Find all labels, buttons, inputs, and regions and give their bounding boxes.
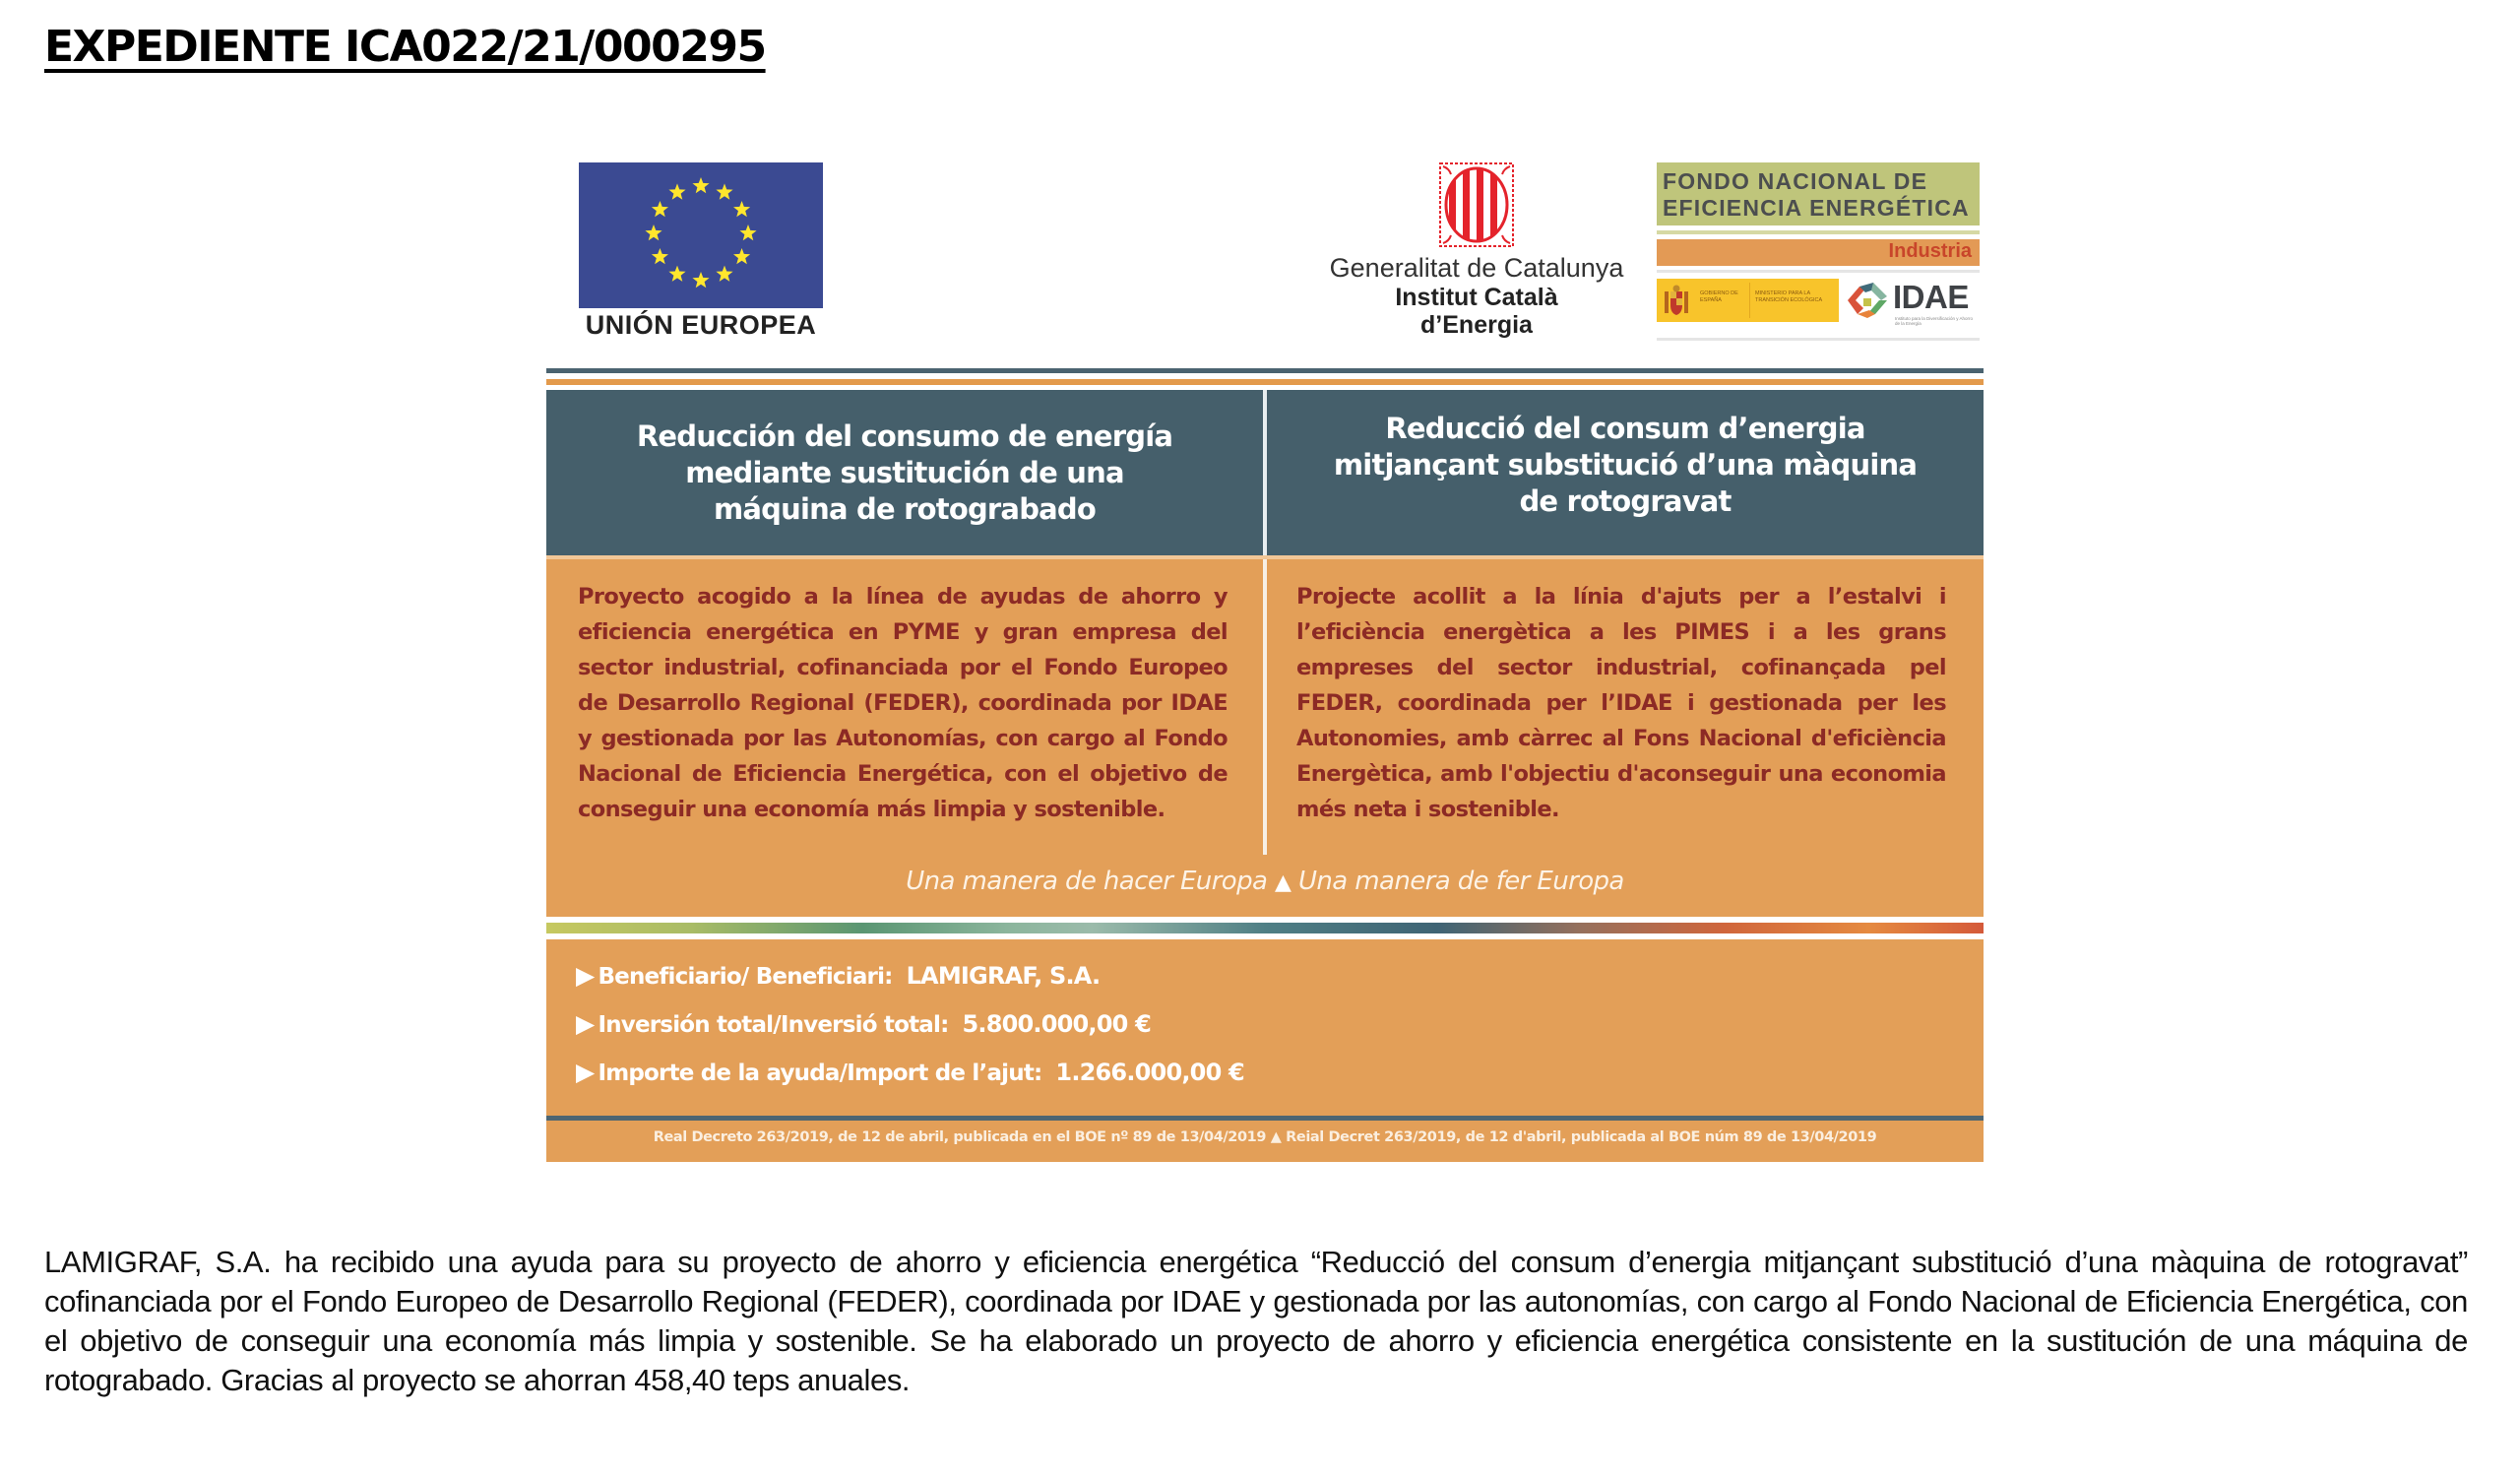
fnee-title-line1: FONDO NACIONAL DE: [1663, 168, 1928, 194]
info-row-beneficiario: [576, 961, 1100, 990]
info-value: 1.266.000,00 €: [1055, 1059, 1244, 1086]
idae-label: IDAE: [1893, 279, 1969, 315]
eu-flag-icon: [579, 162, 823, 308]
triangle-icon: ▲: [1275, 870, 1292, 895]
gobierno-text: GOBIERNO DE ESPAÑA: [1700, 290, 1738, 303]
eu-star-icon: [739, 225, 756, 240]
eu-star-icon: [692, 177, 709, 193]
eu-star-icon: [692, 272, 709, 288]
divider: [1657, 338, 1980, 341]
idae-logo-icon: [1844, 279, 1891, 322]
divider: [1657, 230, 1980, 234]
tagline-es: Una manera de hacer Europa: [906, 867, 1268, 896]
eu-logo: [579, 162, 823, 345]
eu-star-icon: [716, 183, 732, 199]
rainbow-gap: [546, 933, 1984, 939]
eu-star-icon: [668, 266, 685, 282]
play-triangle-icon: ▶: [576, 961, 595, 990]
divider: [1657, 270, 1980, 273]
fnee-title-line2: EFICIENCIA ENERGÉTICA: [1663, 195, 1970, 221]
eu-star-icon: [668, 183, 685, 199]
icaen-name-line2: d’Energia: [1420, 311, 1533, 339]
fnee-title-band: [1657, 162, 1980, 225]
info-row-importe: [576, 1058, 1244, 1086]
eu-label: UNIÓN EUROPEA: [585, 310, 817, 340]
info-value: 5.800.000,00 €: [962, 1010, 1151, 1038]
gencat-name: Generalitat de Catalunya: [1329, 253, 1624, 283]
info-value: LAMIGRAF, S.A.: [906, 962, 1101, 990]
play-triangle-icon: ▶: [576, 1009, 595, 1038]
header-title-ca-text: Reducció del consum d’energia mitjançant substitució d’una màquina de rotogravat: [1333, 411, 1918, 518]
panel-header: [546, 390, 1984, 555]
legal-reference-es: Real Decreto 263/2019, de 12 de abril, publicada en el BOE nº 89 de 13/04/2019: [653, 1129, 1267, 1145]
eu-star-icon: [652, 201, 668, 217]
feder-info-panel: [546, 368, 1984, 1162]
gobierno-espana-logo: [1657, 279, 1839, 322]
eu-star-icon: [733, 201, 750, 217]
info-label: Importe de la ayuda/Import de l’ajut:: [598, 1061, 1042, 1086]
document-title: EXPEDIENTE ICA022/21/000295: [44, 22, 766, 72]
gencat-emblem-icon: [1439, 162, 1514, 247]
legal-reference: [546, 1129, 1984, 1145]
fnee-subtitle: Industria: [1888, 240, 1972, 262]
rainbow-band: [546, 923, 1984, 933]
legal-reference-ca: Reial Decret 263/2019, de 12 d'abril, publicada al BOE núm 89 de 13/04/2019: [1286, 1129, 1877, 1145]
header-title-es-text: Reducción del consumo de energía mediante sustitución de una máquina de rotograbado: [636, 418, 1173, 526]
triangle-icon: ▲: [1270, 1129, 1282, 1145]
eu-star-icon: [733, 248, 750, 264]
header-title-es: [546, 390, 1263, 555]
idae-subtitle: Instituto para la Diversificación y Ahorro de la Energía: [1895, 316, 1974, 326]
header-title-ca: [1267, 382, 1984, 547]
eu-star-icon: [652, 248, 668, 264]
description-es: Proyecto acogido a la línea de ayudas de ahorro y eficiencia energética en PYME y gran empresa del sector industrial, cofinanciada por el Fondo Europeo de Desarrollo Regional (FEDER), coordinada por IDAE y gestionada por las Autonomías, con cargo al Fondo Nacional de Eficiencia Energética, con el objetivo de conseguir una economía más limpia y sostenible.: [578, 584, 1228, 822]
fnee-logo: [1657, 162, 1982, 345]
summary-paragraph: LAMIGRAF, S.A. ha recibido una ayuda para su proyecto de ahorro y eficiencia energética “Reducció del consum d’energia mitjançant substitució d’una màquina de rotogravat” cofinanciada por el Fondo Europeo de Desarrollo Regional (FEDER), coordinada por IDAE y gestionada por las autonomías, con cargo al Fondo Nacional de Eficiencia Energética, con el objetivo de conseguir una economía más limpia y sostenible. Se ha elaborado un proyecto de ahorro y eficiencia energética consistente en la sustitución de una máquina de rotograbado. Gracias al proyecto se ahorran 458,40 teps anuales.: [44, 1245, 2468, 1397]
gencat-logo: [1319, 160, 1634, 347]
fnee-industria-band: [1657, 239, 1980, 266]
description-ca: Projecte acollit a la línia d'ajuts per a l’estalvi i l’eficiència energètica a les PIMES i a les grans empreses del sector industrial, cofinançada pel FEDER, coordinada per l’IDAE i gestionada per les Autonomies, amb càrrec al Fons Nacional d'eficiència Energètica, amb l'objectiu d'aconseguir una economia més neta i sostenible.: [1296, 584, 1946, 822]
tagline-ca: Una manera de fer Europa: [1298, 867, 1624, 896]
tagline: [546, 867, 1984, 896]
spain-coat-of-arms-icon: [1663, 284, 1690, 317]
icaen-name-line1: Institut Català: [1395, 284, 1558, 311]
ministerio-text: MINISTERIO PARA LA TRANSICIÓN ECOLÓGICA: [1755, 290, 1823, 303]
eu-star-icon: [716, 266, 732, 282]
divider: [1749, 283, 1750, 318]
info-label: Inversión total/Inversió total:: [598, 1012, 949, 1038]
footer-divider: [546, 1116, 1984, 1121]
eu-star-icon: [645, 225, 662, 240]
info-label: Beneficiario/ Beneficiari:: [598, 964, 893, 990]
info-row-inversion: [576, 1009, 1151, 1038]
column-divider: [1263, 559, 1267, 855]
play-triangle-icon: ▶: [576, 1058, 595, 1086]
